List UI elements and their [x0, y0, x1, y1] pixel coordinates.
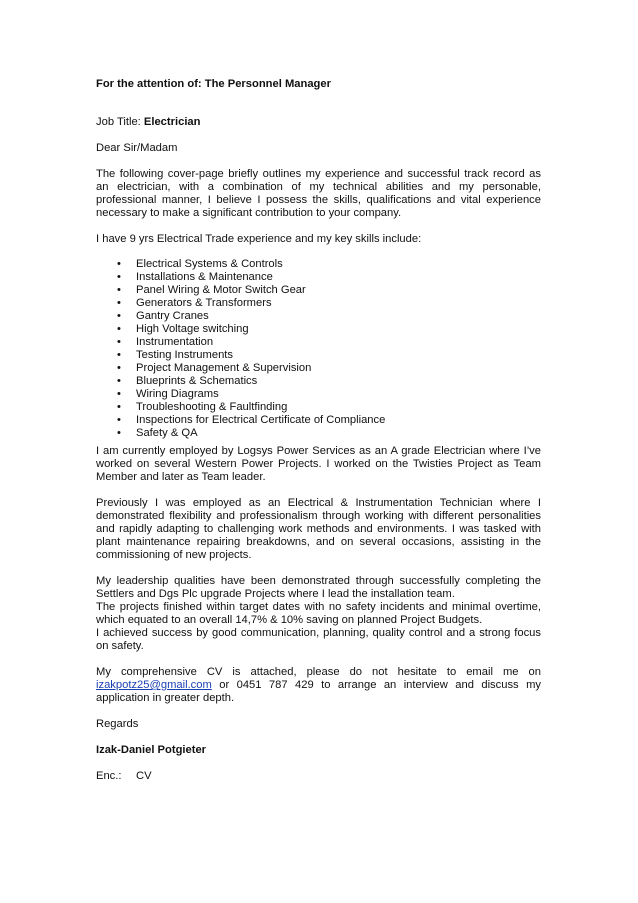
bullet-icon: •: [117, 336, 121, 348]
intro-paragraph: The following cover-page briefly outlines my experience and successful track record as an electrician, with a combination of my technical abilities and my personable, professional manner, I believe I possess the skills, qualifications and vital experience necessary to make a significant contribution to your company.: [96, 168, 541, 219]
current-employment-paragraph: I am currently employed by Logsys Power Services as an A grade Electrician where I’ve worked on several Western Power Projects. I worked on the Twisties Project as Team Member and later as Team leader.: [96, 445, 541, 483]
skill-label: Troubleshooting & Faultfinding: [136, 401, 288, 413]
bullet-icon: •: [117, 284, 121, 296]
skill-item: [96, 297, 541, 310]
bullet-icon: •: [117, 258, 121, 270]
job-title-line: [96, 116, 541, 129]
projects-paragraph: The projects finished within target dates with no safety incidents and minimal overtime, which equated to an overall 14,7% & 10% saving on planned Project Budgets.: [96, 601, 541, 626]
skill-item: [96, 362, 541, 375]
closing-text: My comprehensive CV is attached, please do not hesitate to email me on: [96, 666, 541, 678]
skill-label: Electrical Systems & Controls: [136, 258, 283, 270]
skill-item: [96, 427, 541, 440]
enclosure-value: CV: [136, 770, 152, 782]
skill-label: Wiring Diagrams: [136, 388, 219, 400]
leadership-paragraph: My leadership qualities have been demonstrated through successfully completing the Settlers and Dgs Plc upgrade Projects where I lead the installation team.: [96, 575, 541, 600]
letter-body: [96, 78, 541, 783]
bullet-icon: •: [117, 310, 121, 322]
bullet-icon: •: [117, 414, 121, 426]
bullet-icon: •: [117, 388, 121, 400]
skill-label: Gantry Cranes: [136, 310, 209, 322]
skill-label: Generators & Transformers: [136, 297, 272, 309]
bullet-icon: •: [117, 427, 121, 439]
enclosure-label: Enc.:: [96, 770, 122, 782]
skill-item: [96, 310, 541, 323]
skill-item: [96, 258, 541, 271]
skill-label: Panel Wiring & Motor Switch Gear: [136, 284, 306, 296]
salutation: Dear Sir/Madam: [96, 142, 178, 154]
skill-label: Inspections for Electrical Certificate of Compliance: [136, 414, 386, 426]
skill-item: [96, 414, 541, 427]
skills-intro: I have 9 yrs Electrical Trade experience and my key skills include:: [96, 233, 422, 245]
success-paragraph: I achieved success by good communication, planning, quality control and a strong focus on safety.: [96, 627, 541, 652]
skill-item: [96, 375, 541, 388]
bullet-icon: •: [117, 323, 121, 335]
skill-label: Safety & QA: [136, 427, 198, 439]
attention-line: For the attention of: The Personnel Manager: [96, 78, 331, 90]
skill-item: [96, 388, 541, 401]
email-link[interactable]: izakpotz25@gmail.com: [96, 679, 212, 691]
skill-label: Blueprints & Schematics: [136, 375, 258, 387]
skill-label: High Voltage switching: [136, 323, 249, 335]
job-title-value: Electrician: [143, 116, 201, 128]
skill-item: [96, 271, 541, 284]
bullet-icon: •: [117, 271, 121, 283]
bullet-icon: •: [117, 362, 121, 374]
skill-label: Project Management & Supervision: [136, 362, 312, 374]
skill-item: [96, 336, 541, 349]
enclosure-line: [96, 770, 541, 783]
signature-name: Izak-Daniel Potgieter: [96, 744, 207, 756]
closing-text-after: or 0451 787 429 to arrange an interview and discuss my application in greater depth.: [96, 679, 541, 704]
bullet-icon: •: [117, 349, 121, 361]
job-title-label: Job Title:: [96, 116, 144, 128]
skill-item: [96, 349, 541, 362]
skill-item: [96, 401, 541, 414]
previous-employment-paragraph: Previously I was employed as an Electrical & Instrumentation Technician where I demonstrated flexibility and professionalism through working with different personalities and rapidly adapting to challenging work methods and environments. I was tasked with plant maintenance repairing breakdowns, and on several occasions, assisting in the commissioning of new projects.: [96, 497, 541, 561]
bullet-icon: •: [117, 375, 121, 387]
bullet-icon: •: [117, 297, 121, 309]
skill-label: Instrumentation: [136, 336, 214, 348]
skill-label: Installations & Maintenance: [136, 271, 273, 283]
skill-item: [96, 323, 541, 336]
closing-paragraph: [96, 666, 541, 705]
bullet-icon: •: [117, 401, 121, 413]
signoff: Regards: [96, 718, 139, 730]
skills-list: [96, 258, 541, 440]
skill-item: [96, 284, 541, 297]
skill-label: Testing Instruments: [136, 349, 233, 361]
